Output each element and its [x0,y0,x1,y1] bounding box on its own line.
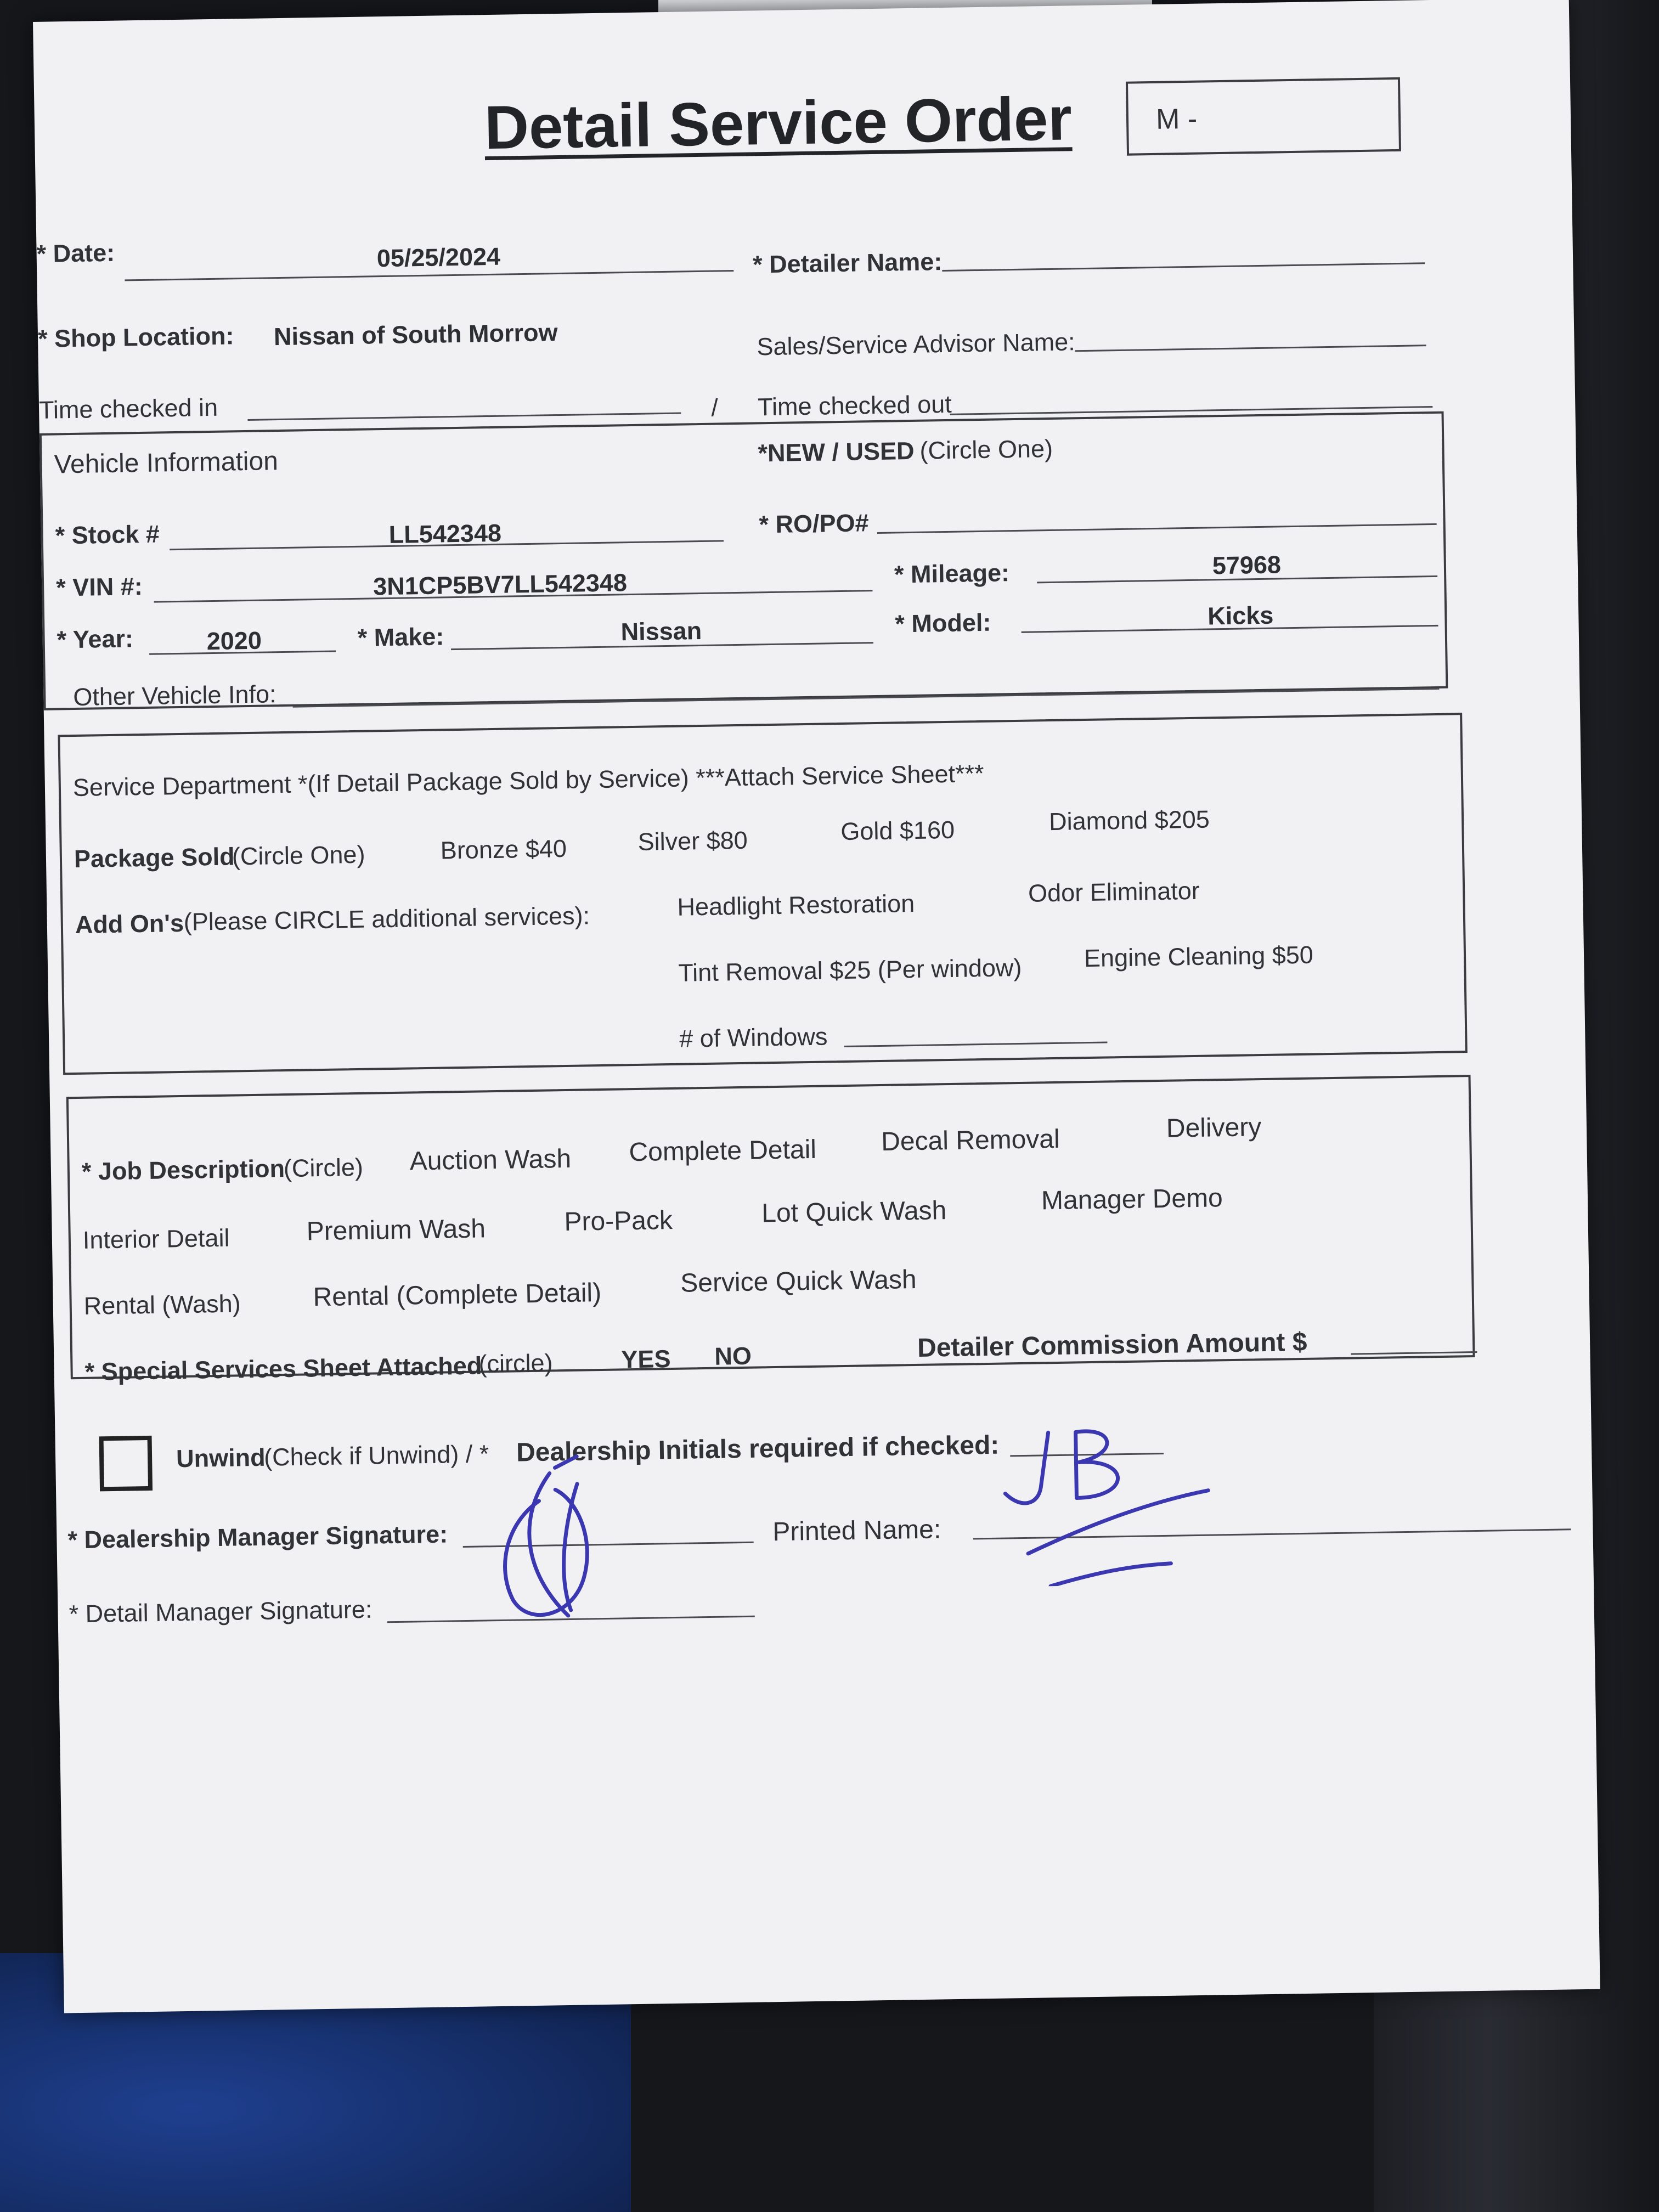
advisor-label: Sales/Service Advisor Name: [757,328,1076,361]
detail-mgr-label: * Detail Manager Signature: [69,1595,373,1628]
form-title: Detail Service Order [484,84,1073,162]
make-label: * Make: [357,622,444,652]
package-option[interactable]: Gold $160 [840,815,955,846]
advisor-line[interactable] [1075,345,1426,352]
windows-label: # of Windows [679,1022,828,1053]
job-option[interactable]: Rental (Complete Detail) [313,1278,602,1312]
make-value[interactable]: Nissan [620,616,702,646]
detailer-name-label: * Detailer Name: [752,247,943,279]
mileage-value[interactable]: 57968 [1212,550,1282,580]
package-label: Package Sold [74,842,235,873]
shop-location-value[interactable]: Nissan of South Morrow [273,318,558,351]
unwind-hint: (Check if Unwind) / * [263,1440,489,1471]
other-vehicle-label: Other Vehicle Info: [72,680,276,711]
job-option[interactable]: Service Quick Wash [680,1265,917,1298]
addon-option[interactable]: Headlight Restoration [677,889,915,921]
package-option[interactable]: Bronze $40 [440,834,567,865]
job-option[interactable]: Complete Detail [629,1135,817,1167]
job-description-label: * Job Description [81,1154,285,1186]
special-services-label: * Special Services Sheet Attached [84,1351,482,1386]
package-option[interactable]: Diamond $205 [1048,805,1210,836]
commission-label: Detailer Commission Amount $ [917,1327,1307,1363]
model-value[interactable]: Kicks [1207,601,1274,630]
commission-line[interactable] [1351,1351,1477,1355]
date-value[interactable]: 05/25/2024 [376,242,501,273]
package-hint: (Circle One) [232,840,365,871]
stock-label: * Stock # [55,520,160,550]
job-option[interactable]: Auction Wash [409,1144,572,1176]
time-out-label: Time checked out [757,390,952,421]
new-used-hint: (Circle One) [919,434,1053,465]
vehicle-info-heading: Vehicle Information [54,447,279,479]
ro-po-label: * RO/PO# [759,509,869,539]
job-description-box [66,1075,1475,1386]
form-number-box[interactable] [1126,77,1401,156]
printed-name-handwriting [988,1418,1254,1587]
time-in-line[interactable] [247,413,681,421]
initials-label: Dealership Initials required if checked: [516,1430,1000,1468]
shop-location-label: * Shop Location: [37,321,234,353]
vin-label: * VIN #: [55,572,143,602]
year-value[interactable]: 2020 [206,626,262,656]
date-label: * Date: [36,238,115,268]
detailer-name-line[interactable] [942,262,1425,272]
service-department-box [58,713,1467,1075]
addon-option[interactable]: Odor Eliminator [1028,876,1200,907]
dm-signature-label: * Dealership Manager Signature: [67,1520,448,1554]
time-in-label: Time checked in [38,393,218,424]
job-option[interactable]: Rental (Wash) [83,1289,241,1320]
special-no-option[interactable]: NO [714,1341,752,1370]
unwind-label: Unwind [176,1443,266,1473]
job-option[interactable]: Manager Demo [1041,1183,1223,1216]
job-option[interactable]: Decal Removal [881,1124,1060,1156]
job-option[interactable]: Lot Quick Wash [761,1196,947,1228]
other-vehicle-line[interactable] [293,688,1440,708]
addons-label: Add On's [75,909,184,939]
job-description-hint: (Circle) [283,1153,364,1183]
addons-hint: (Please CIRCLE additional services): [183,901,590,936]
printed-name-label: Printed Name: [772,1515,941,1547]
stock-value[interactable]: LL542348 [388,518,502,549]
form-number: M - [1155,103,1198,136]
special-yes-option[interactable]: YES [621,1345,671,1374]
job-option[interactable]: Premium Wash [306,1214,486,1246]
windows-line[interactable] [844,1041,1107,1047]
ro-po-line[interactable] [877,523,1437,534]
job-option[interactable]: Delivery [1166,1113,1262,1143]
job-option[interactable]: Interior Detail [82,1223,230,1254]
addon-option[interactable]: Tint Removal $25 (Per window) [678,953,1022,987]
unwind-checkbox[interactable] [99,1436,153,1491]
signature-scribble [472,1450,640,1628]
package-option[interactable]: Silver $80 [637,826,748,856]
time-slash: / [710,393,719,422]
model-label: * Model: [895,608,991,638]
service-heading: Service Department *(If Detail Package Sold by Service) ***Attach Service Sheet*** [72,759,984,802]
vehicle-info-box [40,411,1448,710]
vin-value[interactable]: 3N1CP5BV7LL542348 [373,568,628,601]
date-line [125,270,733,281]
year-label: * Year: [57,624,134,654]
service-order-sheet [33,0,1600,2013]
addon-option[interactable]: Engine Cleaning $50 [1084,940,1314,973]
mileage-label: * Mileage: [894,558,1010,589]
special-services-hint: (circle) [478,1348,553,1378]
new-used-label[interactable]: *NEW / USED [758,436,915,467]
job-option[interactable]: Pro-Pack [564,1205,673,1237]
